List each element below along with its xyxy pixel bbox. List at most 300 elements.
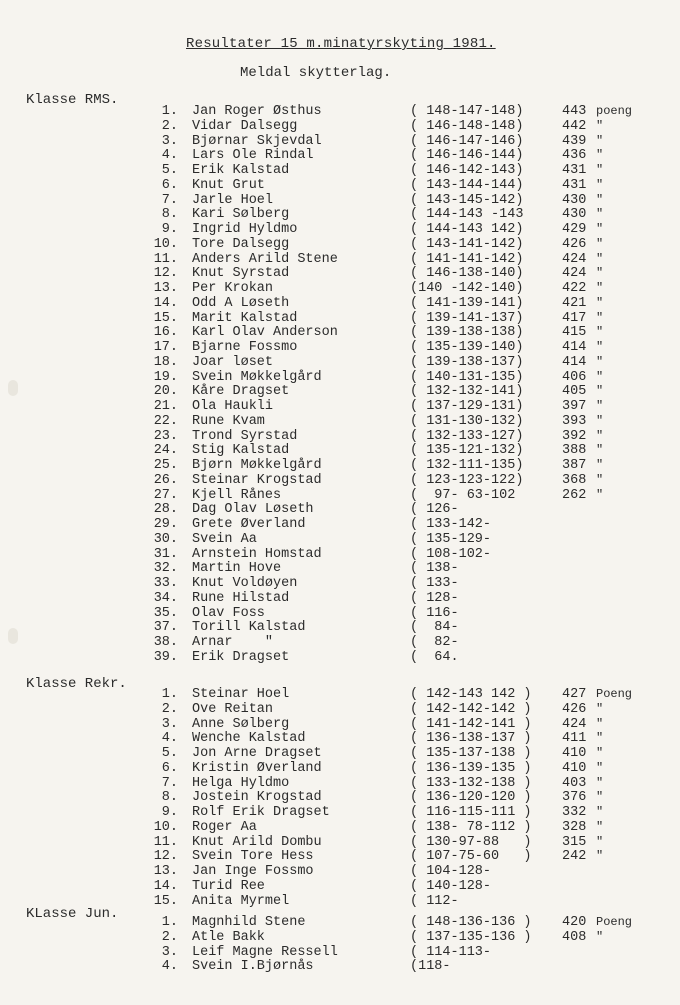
result-row (0, 945, 680, 960)
result-row (0, 355, 680, 370)
result-name: Svein Aa (192, 531, 257, 547)
result-scores: ( 116- (410, 605, 459, 621)
result-name: Arnstein Homstad (192, 546, 322, 562)
result-name: Atle Bakk (192, 929, 265, 945)
result-scores: ( 114-113- (410, 944, 492, 960)
result-name: Karl Olav Anderson (192, 325, 338, 341)
result-row (0, 835, 680, 850)
result-unit: " (596, 251, 604, 266)
result-total: 406 (562, 369, 587, 385)
result-row (0, 717, 680, 732)
result-num: 32. (153, 561, 178, 577)
result-num: 26. (153, 472, 178, 488)
result-unit: " (596, 849, 604, 864)
result-name: Martin Hove (192, 561, 282, 577)
result-unit: " (596, 177, 604, 192)
result-name: Bjørn Møkkelgård (192, 458, 322, 473)
result-scores: ( 137-135-136 ) (410, 929, 532, 945)
result-unit: " (596, 760, 604, 775)
result-num: 13. (153, 864, 178, 879)
result-unit: " (596, 731, 604, 746)
result-name: Rune Kvam (192, 413, 265, 429)
result-name: Turid Ree (192, 878, 265, 894)
result-row (0, 702, 680, 717)
result-name: Dag Olav Løseth (192, 502, 314, 518)
result-row (0, 606, 680, 621)
result-name: Ingrid Hyldmo (192, 222, 298, 237)
result-total: 414 (562, 354, 587, 370)
result-total: 431 (562, 177, 587, 193)
result-unit: " (596, 222, 604, 236)
result-total: 420 (562, 915, 587, 930)
result-name: Odd A Løseth (192, 295, 290, 311)
result-row (0, 281, 680, 296)
result-scores: ( 144-143 -143 (410, 207, 524, 223)
result-name: Kjell Rånes (192, 487, 282, 503)
result-scores: ( 133- (410, 576, 459, 591)
result-unit: " (596, 325, 604, 340)
result-name: Arnar " (192, 635, 274, 650)
result-num: 14. (153, 878, 178, 894)
result-row (0, 163, 680, 178)
result-name: Jostein Krogstad (192, 790, 322, 806)
result-num: 25. (153, 458, 178, 473)
result-num: 7. (161, 192, 178, 208)
result-num: 3. (161, 133, 178, 149)
result-name: Ola Haukli (192, 399, 274, 414)
result-scores: ( 139-138-138) (410, 325, 524, 341)
result-row (0, 119, 680, 134)
result-scores: ( 143-141-142) (410, 236, 524, 252)
result-total: 427 (562, 687, 587, 702)
result-total: 443 (562, 104, 587, 119)
result-name: Stig Kalstad (192, 443, 290, 459)
result-num: 4. (161, 959, 178, 975)
result-scores: ( 132-132-141) (410, 384, 524, 400)
result-row (0, 805, 680, 820)
result-name: Svein Tore Hess (192, 849, 314, 865)
result-name: Trond Syrstad (192, 428, 298, 444)
result-scores: ( 104-128- (410, 864, 492, 879)
result-name: Anita Myrmel (192, 893, 290, 909)
result-num: 9. (161, 222, 178, 237)
result-name: Helga Hyldmo (192, 775, 290, 791)
result-row (0, 620, 680, 635)
result-scores: ( 126- (410, 502, 459, 518)
result-scores: ( 141-141-142) (410, 251, 524, 267)
result-row (0, 399, 680, 414)
result-total: 315 (562, 834, 587, 850)
result-unit: " (596, 458, 604, 472)
result-unit: " (596, 340, 604, 354)
result-scores: ( 97- 63-102 (410, 487, 516, 503)
result-row (0, 252, 680, 267)
result-unit: " (596, 236, 604, 251)
club-name: Meldal skytterlag. (240, 65, 392, 81)
result-scores: ( 148-147-148) (410, 104, 524, 119)
result-num: 38. (153, 635, 178, 650)
result-scores: ( 128- (410, 590, 459, 606)
result-scores: ( 140-131-135) (410, 369, 524, 385)
result-name: Svein I.Bjørnås (192, 959, 314, 975)
result-name: Steinar Krogstad (192, 472, 322, 488)
result-scores: ( 148-136-136 ) (410, 915, 532, 930)
result-row (0, 959, 680, 974)
result-name: Kristin Øverland (192, 760, 322, 776)
result-total: 242 (562, 849, 587, 865)
result-name: Anders Arild Stene (192, 251, 338, 267)
result-num: 39. (153, 649, 178, 665)
result-unit: " (596, 266, 604, 281)
result-row (0, 879, 680, 894)
result-total: 387 (562, 458, 587, 473)
result-scores: ( 130-97-88 ) (410, 834, 532, 850)
result-scores: ( 144-143 142) (410, 222, 524, 237)
result-unit: " (596, 281, 604, 295)
result-unit: " (596, 384, 604, 399)
result-unit: " (596, 413, 604, 428)
result-unit: " (596, 929, 604, 944)
result-num: 29. (153, 517, 178, 532)
result-num: 11. (153, 834, 178, 850)
result-row (0, 532, 680, 547)
result-scores: ( 141-139-141) (410, 295, 524, 311)
result-row (0, 915, 680, 930)
result-scores: ( 139-141-137) (410, 310, 524, 326)
result-scores: ( 146-147-146) (410, 133, 524, 149)
result-num: 2. (161, 701, 178, 717)
result-scores: ( 143-145-142) (410, 192, 524, 208)
result-name: Ove Reitan (192, 701, 274, 717)
result-row (0, 193, 680, 208)
result-num: 15. (153, 893, 178, 909)
result-name: Roger Aa (192, 819, 257, 835)
result-num: 4. (161, 731, 178, 747)
result-num: 27. (153, 487, 178, 503)
result-row (0, 650, 680, 665)
result-row (0, 266, 680, 281)
result-num: 3. (161, 944, 178, 960)
result-num: 12. (153, 266, 178, 282)
result-num: 11. (153, 251, 178, 267)
page-title: Resultater 15 m.minatyrskyting 1981. (186, 36, 496, 52)
result-unit: " (596, 148, 604, 163)
result-unit: " (596, 399, 604, 413)
result-unit: " (596, 207, 604, 222)
result-name: Jon Arne Dragset (192, 746, 322, 761)
result-row (0, 820, 680, 835)
result-name: Anne Sølberg (192, 716, 290, 732)
result-scores: ( 135-137-138 ) (410, 746, 532, 761)
result-total: 332 (562, 805, 587, 820)
result-name: Tore Dalsegg (192, 236, 290, 252)
result-row (0, 473, 680, 488)
result-scores: ( 139-138-137) (410, 354, 524, 370)
result-name: Erik Dragset (192, 649, 290, 665)
result-total: 328 (562, 819, 587, 835)
result-row (0, 148, 680, 163)
result-name: Bjarne Fossmo (192, 340, 298, 355)
result-total: 405 (562, 384, 587, 400)
result-unit: " (596, 487, 604, 502)
result-num: 8. (161, 207, 178, 223)
result-total: 426 (562, 236, 587, 252)
result-row (0, 849, 680, 864)
result-unit: " (596, 163, 604, 177)
result-total: 408 (562, 929, 587, 945)
result-row (0, 635, 680, 650)
result-row (0, 104, 680, 119)
result-num: 35. (153, 605, 178, 621)
result-total: 422 (562, 281, 587, 296)
result-num: 20. (153, 384, 178, 400)
result-num: 9. (161, 805, 178, 820)
result-name: Torill Kalstad (192, 620, 306, 636)
result-unit: " (596, 354, 604, 369)
result-unit: " (596, 295, 604, 310)
result-num: 2. (161, 118, 178, 134)
result-scores: ( 136-139-135 ) (410, 760, 532, 776)
result-unit: " (596, 118, 604, 133)
result-row (0, 930, 680, 945)
result-scores: ( 132-111-135) (410, 458, 524, 473)
result-unit: " (596, 819, 604, 834)
result-row (0, 458, 680, 473)
result-num: 18. (153, 354, 178, 370)
result-scores: ( 131-130-132) (410, 413, 524, 429)
result-scores: ( 107-75-60 ) (410, 849, 532, 865)
result-unit: " (596, 310, 604, 325)
result-unit: " (596, 834, 604, 849)
result-name: Vidar Dalsegg (192, 118, 298, 134)
result-row (0, 517, 680, 532)
result-row (0, 414, 680, 429)
result-name: Magnhild Stene (192, 915, 306, 930)
result-scores: ( 146-138-140) (410, 266, 524, 282)
result-unit: Poeng (596, 687, 633, 701)
result-name: Olav Foss (192, 605, 265, 621)
result-scores: ( 135-121-132) (410, 443, 524, 459)
result-num: 1. (161, 104, 178, 119)
result-num: 33. (153, 576, 178, 591)
result-name: Per Krokan (192, 281, 274, 296)
result-row (0, 370, 680, 385)
result-name: Rune Hilstad (192, 590, 290, 606)
result-total: 368 (562, 472, 587, 488)
result-num: 10. (153, 236, 178, 252)
result-row (0, 790, 680, 805)
result-num: 6. (161, 760, 178, 776)
result-scores: ( 140-128- (410, 878, 492, 894)
result-row (0, 488, 680, 503)
result-num: 5. (161, 163, 178, 178)
result-num: 1. (161, 915, 178, 930)
result-num: 34. (153, 590, 178, 606)
result-name: Knut Grut (192, 177, 265, 193)
result-name: Knut Syrstad (192, 266, 290, 282)
result-total: 439 (562, 133, 587, 149)
result-total: 436 (562, 148, 587, 164)
result-row (0, 547, 680, 562)
result-name: Rolf Erik Dragset (192, 805, 330, 820)
result-num: 15. (153, 310, 178, 326)
result-unit: " (596, 369, 604, 384)
result-scores: ( 136-120-120 ) (410, 790, 532, 806)
result-row (0, 207, 680, 222)
result-scores: ( 116-115-111 ) (410, 805, 532, 820)
result-name: Wenche Kalstad (192, 731, 306, 747)
result-row (0, 384, 680, 399)
result-unit: " (596, 790, 604, 805)
result-unit: poeng (596, 104, 633, 118)
result-scores: ( 112- (410, 893, 459, 909)
result-scores: ( 135-129- (410, 531, 492, 547)
result-scores: ( 84- (410, 620, 459, 636)
result-total: 414 (562, 340, 587, 355)
result-scores: ( 82- (410, 635, 459, 650)
result-total: 397 (562, 399, 587, 414)
result-scores: ( 123-123-122) (410, 472, 524, 488)
result-total: 430 (562, 192, 587, 208)
result-row (0, 561, 680, 576)
result-row (0, 591, 680, 606)
section-label-rekr: Klasse Rekr. (26, 676, 127, 692)
result-num: 23. (153, 428, 178, 444)
result-num: 7. (161, 775, 178, 791)
result-name: Jan Inge Fossmo (192, 864, 314, 879)
result-name: Bjørnar Skjevdal (192, 133, 322, 149)
result-name: Joar løset (192, 354, 274, 370)
result-total: 403 (562, 775, 587, 791)
result-name: Erik Kalstad (192, 163, 290, 178)
result-num: 4. (161, 148, 178, 164)
result-num: 6. (161, 177, 178, 193)
result-name: Lars Ole Rindal (192, 148, 314, 164)
result-scores: ( 64. (410, 649, 459, 665)
result-num: 17. (153, 340, 178, 355)
result-unit: " (596, 775, 604, 790)
result-row (0, 340, 680, 355)
result-total: 424 (562, 716, 587, 732)
result-num: 30. (153, 531, 178, 547)
result-num: 22. (153, 413, 178, 429)
result-unit: " (596, 443, 604, 458)
result-num: 14. (153, 295, 178, 311)
result-total: 417 (562, 310, 587, 326)
result-name: Jarle Hoel (192, 192, 274, 208)
result-num: 28. (153, 502, 178, 518)
result-num: 16. (153, 325, 178, 341)
result-unit: " (596, 701, 604, 716)
result-name: Grete Øverland (192, 517, 306, 532)
result-name: Jan Roger Østhus (192, 104, 322, 119)
result-row (0, 894, 680, 909)
result-row (0, 134, 680, 149)
result-unit: " (596, 192, 604, 207)
result-unit: " (596, 428, 604, 443)
result-scores: ( 142-142-142 ) (410, 701, 532, 717)
result-num: 24. (153, 443, 178, 459)
result-total: 421 (562, 295, 587, 311)
result-scores: ( 133-142- (410, 517, 492, 532)
result-scores: ( 135-139-140) (410, 340, 524, 355)
result-scores: ( 133-132-138 ) (410, 775, 532, 791)
result-total: 376 (562, 790, 587, 806)
result-scores: ( 142-143 142 ) (410, 687, 532, 702)
result-num: 1. (161, 687, 178, 702)
result-row (0, 429, 680, 444)
result-name: Leif Magne Ressell (192, 944, 338, 960)
result-row (0, 178, 680, 193)
result-row (0, 443, 680, 458)
result-unit: " (596, 133, 604, 148)
result-num: 37. (153, 620, 178, 636)
result-row (0, 502, 680, 517)
result-num: 5. (161, 746, 178, 761)
result-total: 388 (562, 443, 587, 459)
result-row (0, 296, 680, 311)
result-total: 392 (562, 428, 587, 444)
result-unit: " (596, 472, 604, 487)
result-total: 393 (562, 413, 587, 429)
result-total: 411 (562, 731, 587, 747)
result-total: 410 (562, 746, 587, 761)
result-row (0, 864, 680, 879)
result-unit: " (596, 716, 604, 731)
result-scores: ( 143-144-144) (410, 177, 524, 193)
result-total: 410 (562, 760, 587, 776)
result-row (0, 687, 680, 702)
result-num: 12. (153, 849, 178, 865)
result-scores: ( 108-102- (410, 546, 492, 562)
result-row (0, 237, 680, 252)
result-num: 21. (153, 399, 178, 414)
result-name: Kåre Dragset (192, 384, 290, 400)
result-row (0, 761, 680, 776)
result-num: 2. (161, 929, 178, 945)
result-scores: (118- (410, 959, 451, 975)
result-name: Marit Kalstad (192, 310, 298, 326)
result-row (0, 776, 680, 791)
result-scores: ( 137-129-131) (410, 399, 524, 414)
result-scores: ( 138- 78-112 ) (410, 819, 532, 835)
result-total: 431 (562, 163, 587, 178)
result-row (0, 576, 680, 591)
result-name: Svein Møkkelgård (192, 369, 322, 385)
result-row (0, 311, 680, 326)
result-name: Knut Voldøyen (192, 576, 298, 591)
result-num: 19. (153, 369, 178, 385)
result-row (0, 731, 680, 746)
result-num: 8. (161, 790, 178, 806)
result-scores: ( 132-133-127) (410, 428, 524, 444)
result-total: 262 (562, 487, 587, 503)
result-row (0, 222, 680, 237)
result-total: 430 (562, 207, 587, 223)
result-name: Knut Arild Dombu (192, 834, 322, 850)
result-num: 31. (153, 546, 178, 562)
result-row (0, 746, 680, 761)
result-num: 10. (153, 819, 178, 835)
result-unit: " (596, 746, 604, 760)
result-scores: ( 136-138-137 ) (410, 731, 532, 747)
section-label-rms: Klasse RMS. (26, 92, 119, 108)
result-row (0, 325, 680, 340)
result-scores: ( 146-142-143) (410, 163, 524, 178)
result-scores: ( 138- (410, 561, 459, 577)
result-num: 3. (161, 716, 178, 732)
result-num: 13. (153, 281, 178, 296)
